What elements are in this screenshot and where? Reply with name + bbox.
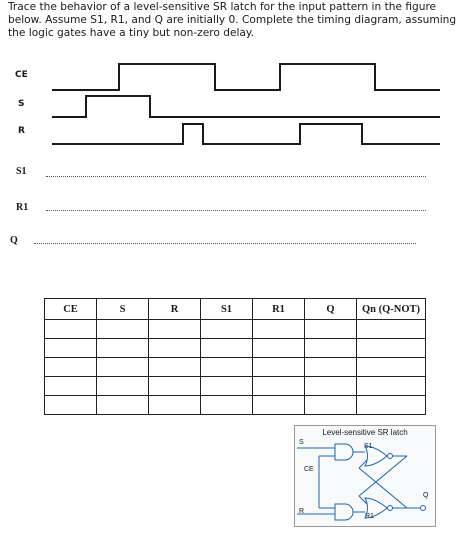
table-cell[interactable]: [45, 396, 97, 415]
table-body: [45, 320, 426, 415]
signal-label-r: R: [18, 126, 25, 136]
table-cell[interactable]: [149, 377, 201, 396]
table-cell[interactable]: [357, 377, 426, 396]
table-cell[interactable]: [357, 396, 426, 415]
col-header-q: Q: [305, 299, 357, 320]
table-row: [45, 377, 426, 396]
table-cell[interactable]: [201, 377, 253, 396]
table-cell[interactable]: [149, 339, 201, 358]
table-header-row: [45, 299, 426, 320]
table-cell[interactable]: [149, 396, 201, 415]
signal-label-r1: R1: [16, 202, 29, 213]
signal-label-ce: CE: [15, 70, 28, 80]
table-cell[interactable]: [45, 339, 97, 358]
col-header-r: R: [149, 299, 201, 320]
table-row: [45, 396, 426, 415]
table-cell[interactable]: [305, 320, 357, 339]
col-header-r1: R1: [253, 299, 305, 320]
table-cell[interactable]: [201, 358, 253, 377]
table-cell[interactable]: [45, 358, 97, 377]
table-cell[interactable]: [97, 396, 149, 415]
table-row: [45, 339, 426, 358]
truth-table: [44, 298, 426, 415]
table-cell[interactable]: [149, 358, 201, 377]
table-row: [45, 320, 426, 339]
table-cell[interactable]: [253, 377, 305, 396]
table-cell[interactable]: [305, 339, 357, 358]
table-row: [45, 358, 426, 377]
answer-line-s1[interactable]: [46, 176, 426, 177]
circuit-label-s: S: [299, 439, 304, 446]
table-cell[interactable]: [253, 396, 305, 415]
table-cell[interactable]: [253, 358, 305, 377]
table-cell[interactable]: [45, 320, 97, 339]
table-cell[interactable]: [97, 377, 149, 396]
question-text: Trace the behavior of a level-sensitive SR latch for the input pattern in the figure below. Assume S1, R1, and Q are initially 0. Complete the timing diagram, assuming the logic gates have a tiny but non-zero delay.: [8, 1, 457, 39]
table-cell[interactable]: [97, 320, 149, 339]
table-cell[interactable]: [253, 320, 305, 339]
table-cell[interactable]: [201, 339, 253, 358]
answer-line-q[interactable]: [34, 243, 416, 244]
sr-latch-circuit: [294, 425, 436, 527]
signal-label-q: Q: [10, 235, 18, 246]
table-cell[interactable]: [305, 358, 357, 377]
timing-waveforms: [0, 0, 474, 160]
waveform-s: [52, 96, 440, 117]
latch-schematic: [295, 426, 435, 526]
table-cell[interactable]: [253, 339, 305, 358]
circuit-label-r: R: [299, 508, 305, 515]
table-cell[interactable]: [305, 377, 357, 396]
table-cell[interactable]: [201, 396, 253, 415]
col-header-ce: CE: [45, 299, 97, 320]
table-cell[interactable]: [357, 339, 426, 358]
col-header-qn: Qn (Q-NOT): [357, 299, 426, 320]
table-cell[interactable]: [45, 377, 97, 396]
col-header-s1: S1: [201, 299, 253, 320]
table-cell[interactable]: [305, 396, 357, 415]
signal-label-s: S: [18, 99, 25, 109]
circuit-title: Level-sensitive SR latch: [322, 428, 408, 437]
table-cell[interactable]: [201, 320, 253, 339]
circuit-label-ce: CE: [304, 466, 314, 473]
waveform-r: [52, 124, 440, 144]
col-header-s: S: [97, 299, 149, 320]
signal-label-s1: S1: [16, 166, 27, 177]
waveform-ce: [52, 64, 440, 90]
answer-line-r1[interactable]: [46, 210, 426, 211]
table-cell[interactable]: [149, 320, 201, 339]
circuit-label-q: Q: [423, 492, 429, 499]
table-cell[interactable]: [357, 320, 426, 339]
table-cell[interactable]: [97, 339, 149, 358]
table-cell[interactable]: [357, 358, 426, 377]
circuit-label-s1: S1: [364, 443, 373, 450]
table-cell[interactable]: [97, 358, 149, 377]
circuit-label-r1: R1: [365, 513, 374, 520]
